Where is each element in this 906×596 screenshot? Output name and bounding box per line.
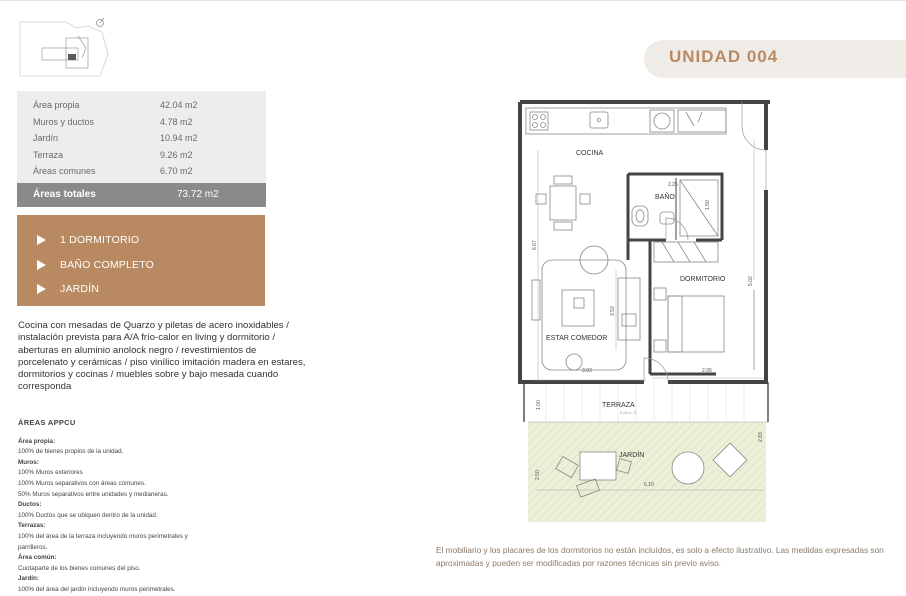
living-furniture xyxy=(532,246,640,370)
dim-label: 2.50 xyxy=(535,470,541,480)
room-label-bano: BAÑO xyxy=(655,194,675,201)
dim-label: 2.25 xyxy=(668,182,678,188)
appcu-line: Ductos: 100% Ductos que se ubiquen dentro de la unidad. xyxy=(18,501,158,519)
room-label-estar-comedor: ESTAR COMEDOR xyxy=(546,335,608,342)
terrace-sublabel: 6.10x/1.70 xyxy=(620,411,637,415)
dim-label: 1.00 xyxy=(536,400,542,410)
room-label-cocina: COCINA xyxy=(576,150,604,157)
appcu-title: ÁREAS APPCU xyxy=(18,418,76,427)
dim-label: 6.10 xyxy=(644,482,654,488)
dim-label: 2.83 xyxy=(758,432,764,442)
dining-table xyxy=(536,176,590,230)
appcu-line: Área propia: 100% de bienes propios de la unidad. xyxy=(18,437,124,456)
appcu-line: Terrazas: 100% del área de la terraza incluyendo muros perimetrales y parrilleros. xyxy=(18,522,188,551)
room-label-dormitorio: DORMITORIO xyxy=(680,276,726,283)
appcu-line: Muros: 100% Muros exteriores xyxy=(18,458,83,477)
dim-label: 6.67 xyxy=(532,240,538,250)
areas-table xyxy=(17,91,266,207)
top-divider xyxy=(0,0,906,1)
dim-label: 1.50 xyxy=(705,200,711,210)
area-row: Terraza 9.26 m2 xyxy=(33,149,193,160)
dim-label: 5.02 xyxy=(748,276,754,286)
features-box xyxy=(17,215,265,306)
area-row: Áreas comunes 6.70 m2 xyxy=(33,166,193,177)
kitchen-counter xyxy=(526,108,726,134)
triangle-bullet-icon xyxy=(37,235,46,245)
appcu-section xyxy=(18,418,218,596)
feature-item: BAÑO COMPLETO xyxy=(17,253,265,278)
area-row: Jardín 10.94 m2 xyxy=(33,133,198,144)
feature-item: 1 DORMITORIO xyxy=(17,228,265,253)
terrace-deck xyxy=(546,382,744,422)
bedroom-furniture xyxy=(654,242,754,370)
appcu-line: 100% Muros separativos con áreas comunes. xyxy=(18,479,146,487)
disclaimer-text: El mobiliario y los placares de los dormitorios no están incluídos, es solo a efecto ilustrativo. Las medidas expresadas son aproximadas y pueden ser modificadas por razones técnicas sin previo aviso. xyxy=(436,545,884,568)
feature-item: JARDÍN xyxy=(17,277,265,302)
triangle-bullet-icon xyxy=(37,284,46,294)
appcu-line: 50% Muros separativos entre unidades y medianeras. xyxy=(18,490,169,498)
triangle-bullet-icon xyxy=(37,260,46,270)
floor-plan xyxy=(516,100,772,526)
room-label-jardin: JARDÍN xyxy=(619,452,645,459)
dim-label: 3.03 xyxy=(582,368,592,374)
unit-description: Cocina con mesadas de Quarzo y piletas de acero inoxidables / instalación prevista para A/A frío-calor en living y dormitorio / aberturas en aluminio anolock negro / revestimientos de porcelenato y cerámicas / piso vinílico imitación madera en estares, dormitorios y cocinas / muebles sobre y bajo mesada cuando corresponda xyxy=(18,320,306,393)
appcu-line: Área común: Cuotaparte de los bienes comunes del piso. xyxy=(18,554,141,572)
key-plan-thumbnail xyxy=(16,14,112,80)
unit-title: UNIDAD 004 xyxy=(669,47,779,66)
area-row: Área propia 42.04 m2 xyxy=(33,100,198,111)
dim-label: 2.95 xyxy=(702,368,712,374)
dim-label: 3.53 xyxy=(610,306,616,316)
appcu-line: Jardín: 100% del área del jardín incluyendo muros perimetrales. xyxy=(18,575,176,593)
area-row: Muros y ductos 4.78 m2 xyxy=(33,116,193,127)
room-label-terraza: TERRAZA xyxy=(602,402,635,409)
areas-total-row: Áreas totales 73.72 m2 xyxy=(17,183,266,207)
